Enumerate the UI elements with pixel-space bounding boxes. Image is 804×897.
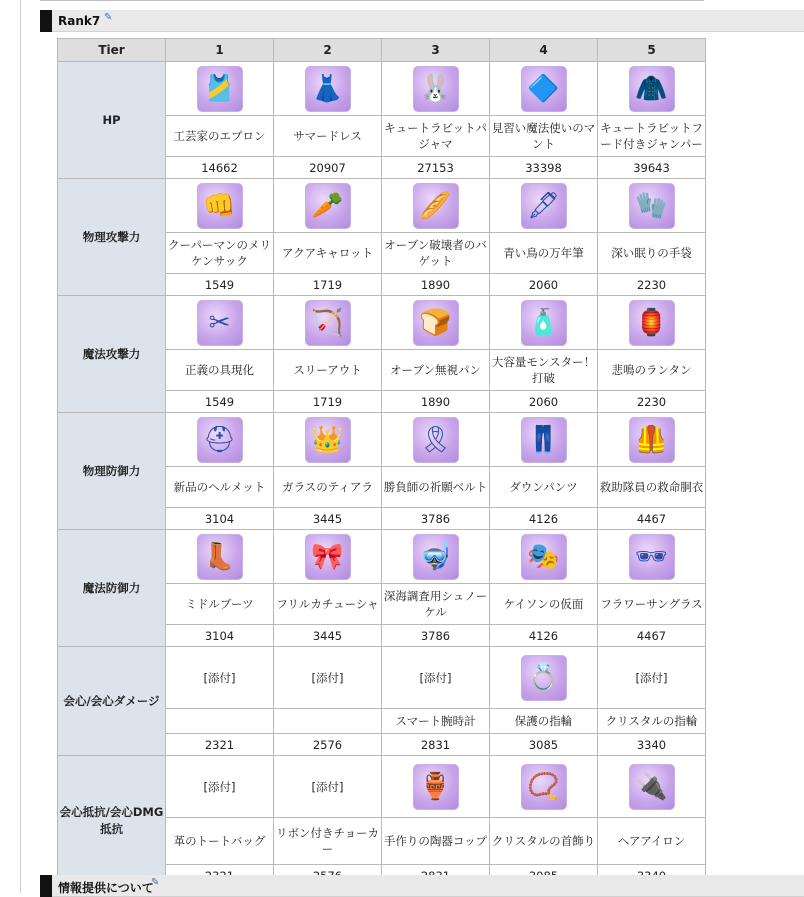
item-value: 39643 <box>598 157 706 179</box>
equipment-table <box>57 38 706 887</box>
dress-icon[interactable] <box>305 66 351 112</box>
item-name-cell <box>598 233 706 274</box>
item-value: 2060 <box>490 391 598 413</box>
stat-label: 魔法防御力 <box>58 530 166 647</box>
item-icon-cell <box>166 756 274 818</box>
section-header-info <box>40 875 804 897</box>
item-name-cell <box>274 116 382 157</box>
item-name-cell <box>598 116 706 157</box>
item-name-cell <box>166 584 274 625</box>
pajama-icon[interactable] <box>413 66 459 112</box>
sunglasses-icon[interactable] <box>629 534 675 580</box>
item-name[interactable]: フリルカチューシャ <box>276 597 379 611</box>
icon-glyph: 🕶 <box>634 541 668 572</box>
item-name-cell <box>382 116 490 157</box>
item-name-cell <box>382 350 490 391</box>
item-icon-cell <box>598 179 706 233</box>
item-icon-cell <box>274 179 382 233</box>
item-name[interactable]: ガラスのティアラ <box>282 480 373 494</box>
item-name-cell <box>166 116 274 157</box>
item-icon-cell <box>598 413 706 467</box>
item-value: 2321 <box>166 734 274 756</box>
item-name[interactable]: スマート腕時計 <box>395 714 476 728</box>
slingshot-icon[interactable] <box>305 300 351 346</box>
attachment-link[interactable]: [添付] <box>311 670 344 685</box>
item-icon-cell <box>490 530 598 584</box>
snorkel-icon[interactable] <box>413 534 459 580</box>
top-divider <box>40 0 704 1</box>
attachment-link[interactable]: [添付] <box>419 670 452 685</box>
magic-robe-icon[interactable] <box>521 66 567 112</box>
table-row <box>58 179 706 233</box>
icon-glyph: 👑 <box>311 424 344 455</box>
item-icon-cell <box>490 413 598 467</box>
item-value: 1549 <box>166 391 274 413</box>
item-value: 1890 <box>382 391 490 413</box>
item-name-cell <box>274 818 382 865</box>
item-value: 3786 <box>382 508 490 530</box>
item-name[interactable]: リボン付きチョーカー <box>276 826 379 856</box>
stat-label: 会心/会心ダメージ <box>58 647 166 756</box>
table-row <box>58 530 706 584</box>
necklace-icon[interactable] <box>521 764 567 810</box>
icon-glyph: ✂ <box>208 307 231 338</box>
item-icon-cell <box>166 647 274 709</box>
item-value: 3104 <box>166 508 274 530</box>
item-name[interactable]: ミドルブーツ <box>185 597 254 611</box>
item-name[interactable]: オーブン無視パン <box>390 363 481 377</box>
item-value: 2576 <box>274 734 382 756</box>
apron-icon[interactable] <box>197 66 243 112</box>
item-name-cell <box>166 818 274 865</box>
item-name[interactable]: 正義の具現化 <box>185 363 254 377</box>
item-name[interactable]: オーブン破壊者のバゲット <box>384 238 487 268</box>
item-icon-cell <box>490 296 598 350</box>
item-name-cell <box>382 584 490 625</box>
icon-glyph: 🏹 <box>311 307 344 338</box>
item-name[interactable]: サマードレス <box>293 129 362 143</box>
item-value: 3786 <box>382 625 490 647</box>
item-icon-cell <box>490 756 598 818</box>
table-row <box>58 413 706 467</box>
tiara-icon[interactable] <box>305 417 351 463</box>
item-icon-cell <box>598 62 706 116</box>
mask-icon[interactable] <box>521 534 567 580</box>
item-name[interactable]: キュートラビットフード付きジャンパー <box>600 121 703 151</box>
icon-glyph: 🧴 <box>527 307 560 338</box>
boots-icon[interactable] <box>197 534 243 580</box>
item-icon-cell <box>382 62 490 116</box>
edit-pencil-icon[interactable]: ✎ <box>104 12 113 23</box>
icon-glyph: 💍 <box>527 662 560 693</box>
item-value: 2831 <box>382 734 490 756</box>
item-icon-cell <box>382 296 490 350</box>
column-header-4: 4 <box>490 39 598 62</box>
item-icon-cell <box>274 296 382 350</box>
item-value: 2230 <box>598 274 706 296</box>
item-name[interactable]: 悲鳴のランタン <box>611 363 692 377</box>
item-icon-cell <box>166 296 274 350</box>
item-value: 4467 <box>598 625 706 647</box>
item-name-cell <box>598 818 706 865</box>
item-icon-cell <box>382 756 490 818</box>
item-name[interactable]: 深い眠りの手袋 <box>611 246 692 260</box>
icon-glyph: 🏺 <box>419 771 452 802</box>
section-title: Rank7 <box>58 14 101 28</box>
table-row <box>58 296 706 350</box>
item-name[interactable]: キュートラビットパジャマ <box>384 121 487 151</box>
item-icon-cell <box>166 179 274 233</box>
item-name[interactable]: ダウンパンツ <box>509 480 578 494</box>
column-header-2: 2 <box>274 39 382 62</box>
glove-icon[interactable] <box>629 183 675 229</box>
item-icon-cell <box>274 647 382 709</box>
edit-pencil-icon[interactable]: ✎ <box>151 877 160 888</box>
attachment-link[interactable]: [添付] <box>203 779 236 794</box>
item-icon-cell <box>382 530 490 584</box>
item-value: 3340 <box>598 734 706 756</box>
item-icon-cell <box>274 413 382 467</box>
icon-glyph: 👖 <box>527 424 560 455</box>
item-value: 1719 <box>274 274 382 296</box>
stat-label: HP <box>58 62 166 179</box>
icon-glyph: 🎭 <box>527 541 560 572</box>
hooded-jumper-icon[interactable] <box>629 66 675 112</box>
table-header-row <box>58 39 706 62</box>
vest-icon[interactable] <box>629 417 675 463</box>
item-value: 1549 <box>166 274 274 296</box>
item-name-cell <box>490 233 598 274</box>
item-name[interactable]: 革のトートバッグ <box>173 834 266 848</box>
item-value: 3445 <box>274 625 382 647</box>
section-header-bar <box>40 10 52 32</box>
item-name-cell <box>598 467 706 508</box>
item-name-cell <box>382 818 490 865</box>
item-name-cell <box>166 709 274 734</box>
item-value: 2060 <box>490 274 598 296</box>
item-name[interactable]: 見習い魔法使いのマント <box>491 121 596 151</box>
item-value: 20907 <box>274 157 382 179</box>
lantern-icon[interactable] <box>629 300 675 346</box>
icon-glyph: 🔷 <box>527 73 560 104</box>
item-name-cell <box>274 709 382 734</box>
stat-label: 物理攻撃力 <box>58 179 166 296</box>
item-icon-cell <box>490 647 598 709</box>
item-name[interactable]: 新品のヘルメット <box>173 480 266 494</box>
item-name-cell <box>490 818 598 865</box>
item-name[interactable]: クリスタルの首飾り <box>491 834 596 848</box>
item-icon-cell <box>382 647 490 709</box>
item-name-cell <box>274 467 382 508</box>
item-name-cell <box>274 233 382 274</box>
item-value: 3445 <box>274 508 382 530</box>
item-icon-cell <box>382 413 490 467</box>
item-name[interactable]: 工芸家のエプロン <box>173 129 266 143</box>
stat-label: 魔法攻撃力 <box>58 296 166 413</box>
item-name-cell <box>490 584 598 625</box>
icon-glyph: 🔌 <box>635 771 668 802</box>
item-name[interactable]: 救助隊員の救命胴衣 <box>599 480 704 494</box>
item-name-cell <box>490 467 598 508</box>
icon-glyph: 👗 <box>311 73 344 104</box>
column-header-3: 3 <box>382 39 490 62</box>
item-name-cell <box>274 584 382 625</box>
item-name[interactable]: スリーアウト <box>293 363 362 377</box>
item-value: 4126 <box>490 508 598 530</box>
ring-icon[interactable] <box>521 655 567 701</box>
stat-label: 会心抵抗/会心DMG抵抗 <box>58 756 166 887</box>
item-name-cell <box>382 233 490 274</box>
next-section-title: 情報提供について <box>58 881 154 895</box>
item-value: 27153 <box>382 157 490 179</box>
icon-glyph: 🐰 <box>419 73 452 104</box>
item-value: 3104 <box>166 625 274 647</box>
item-name-cell <box>490 709 598 734</box>
item-name-cell <box>382 467 490 508</box>
item-icon-cell <box>598 756 706 818</box>
pen-icon[interactable] <box>521 183 567 229</box>
icon-glyph: 🧤 <box>635 190 668 221</box>
icon-glyph: 🖋 <box>526 190 560 221</box>
item-name[interactable]: ケイソンの仮面 <box>503 597 584 611</box>
table-row <box>58 62 706 116</box>
knuckle-icon[interactable] <box>197 183 243 229</box>
stat-label: 物理防御力 <box>58 413 166 530</box>
icon-glyph: 🏮 <box>635 307 668 338</box>
bottle-icon[interactable] <box>521 300 567 346</box>
item-value: 1719 <box>274 391 382 413</box>
item-icon-cell <box>598 647 706 709</box>
icon-glyph: 👢 <box>203 541 236 572</box>
column-header-tier: Tier <box>58 39 166 62</box>
icon-glyph: 🎗 <box>418 424 452 455</box>
item-value: 4467 <box>598 508 706 530</box>
baguette-icon[interactable] <box>413 183 459 229</box>
item-name[interactable]: 手作りの陶器コップ <box>383 834 488 848</box>
icon-glyph: 🎽 <box>203 73 236 104</box>
page-left-border <box>20 0 21 893</box>
attachment-link[interactable]: [添付] <box>203 670 236 685</box>
icon-glyph: 🥖 <box>419 190 452 221</box>
item-name-cell <box>598 350 706 391</box>
table-row <box>58 756 706 818</box>
section-header-rank7 <box>40 10 804 32</box>
item-icon-cell <box>490 62 598 116</box>
item-icon-cell <box>382 179 490 233</box>
cup-icon[interactable] <box>413 764 459 810</box>
attachment-link[interactable]: [添付] <box>311 779 344 794</box>
item-name[interactable]: 深海調査用シュノーケル <box>383 589 488 619</box>
item-icon-cell <box>598 530 706 584</box>
scissors-icon[interactable] <box>197 300 243 346</box>
item-name[interactable]: ヘアアイロン <box>617 834 686 848</box>
scrunchie-icon[interactable] <box>305 534 351 580</box>
item-name-cell <box>382 709 490 734</box>
item-icon-cell <box>274 62 382 116</box>
item-icon-cell <box>166 62 274 116</box>
item-icon-cell <box>274 530 382 584</box>
helmet-icon[interactable] <box>197 417 243 463</box>
icon-glyph: 🥕 <box>311 190 344 221</box>
icon-glyph: ⛑ <box>202 424 236 455</box>
icon-glyph: 🦺 <box>635 424 668 455</box>
item-icon-cell <box>166 413 274 467</box>
item-name-cell <box>274 350 382 391</box>
item-name[interactable]: アクアキャロット <box>282 246 373 260</box>
item-name[interactable]: クーパーマンのメリケンサック <box>168 238 271 268</box>
attachment-link[interactable]: [添付] <box>635 670 668 685</box>
item-name-cell <box>166 350 274 391</box>
column-header-5: 5 <box>598 39 706 62</box>
item-value: 4126 <box>490 625 598 647</box>
item-name[interactable]: フラワーサングラス <box>600 597 703 611</box>
bread-icon[interactable] <box>413 300 459 346</box>
item-icon-cell <box>490 179 598 233</box>
item-name-cell <box>598 709 706 734</box>
icon-glyph: 🍞 <box>419 307 452 338</box>
carrot-icon[interactable] <box>305 183 351 229</box>
item-value: 2230 <box>598 391 706 413</box>
icon-glyph: 🧥 <box>635 73 668 104</box>
item-name[interactable]: 保護の指輪 <box>514 714 573 728</box>
item-name-cell <box>166 467 274 508</box>
item-name-cell <box>490 350 598 391</box>
item-name-cell <box>490 116 598 157</box>
item-name-cell <box>598 584 706 625</box>
item-name[interactable]: 青い鳥の万年筆 <box>503 246 584 260</box>
icon-glyph: 👊 <box>203 190 236 221</box>
hair-iron-icon[interactable] <box>629 764 675 810</box>
item-value: 3085 <box>490 734 598 756</box>
item-value: 14662 <box>166 157 274 179</box>
item-name[interactable]: 勝負師の祈願ベルト <box>383 480 488 494</box>
item-value: 33398 <box>490 157 598 179</box>
pants-icon[interactable] <box>521 417 567 463</box>
item-icon-cell <box>598 296 706 350</box>
icon-glyph: 📿 <box>527 771 560 802</box>
item-name[interactable]: クリスタルの指輪 <box>605 714 698 728</box>
item-value: 1890 <box>382 274 490 296</box>
belt-icon[interactable] <box>413 417 459 463</box>
item-name[interactable]: 大容量モンスター！打破 <box>491 355 596 385</box>
column-header-1: 1 <box>166 39 274 62</box>
icon-glyph: 🎀 <box>311 541 344 572</box>
icon-glyph: 🤿 <box>419 541 452 572</box>
section-header-bar <box>40 875 52 897</box>
item-icon-cell <box>274 756 382 818</box>
item-icon-cell <box>166 530 274 584</box>
item-name-cell <box>166 233 274 274</box>
table-row <box>58 647 706 709</box>
